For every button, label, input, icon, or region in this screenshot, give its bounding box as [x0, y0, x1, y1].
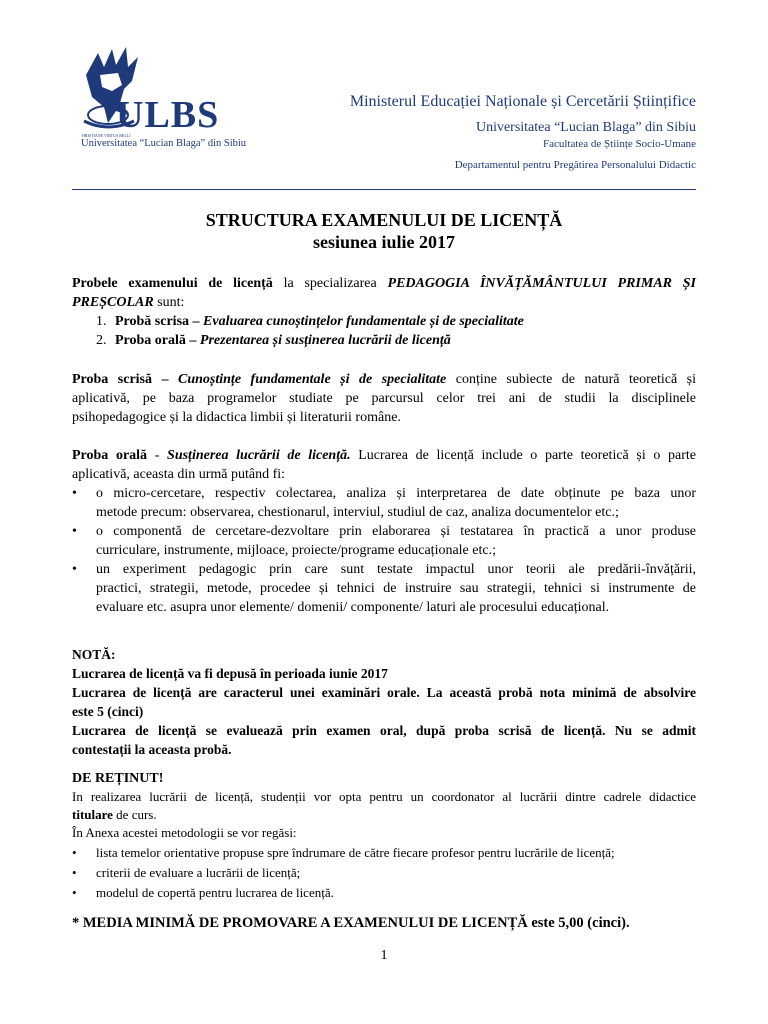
- intro-paragraph: [72, 274, 696, 350]
- bullet-icon: •: [72, 885, 77, 900]
- oral-line: aplicativă, aceasta din urmă putând fi:: [72, 467, 286, 482]
- retinut-heading: DE REȚINUT!: [72, 771, 164, 786]
- specialization-name-1: PEDAGOGIA ÎNVĂȚĂMÂNTULUI PRIMAR ȘI: [387, 276, 697, 291]
- nota-section: [72, 645, 696, 759]
- retinut-section: [72, 770, 696, 902]
- oral-line: Lucrarea de licență include o parte teoretică și o parte: [350, 448, 697, 463]
- bullet-text: metode precum: observarea, chestionarul, interviul, studiul de caz, analiza documentelor etc.;: [96, 505, 619, 520]
- oral-dash: -: [147, 448, 168, 463]
- bullet-icon: •: [72, 865, 77, 880]
- written-line: conține subiecte de natură teoretică și: [446, 372, 697, 387]
- list-item: [72, 884, 696, 902]
- bullet-text: lista temelor orientative propuse spre îndrumare de către fiecare profesor pentru lucrările de licență;: [96, 845, 615, 860]
- oral-exam-paragraph: [72, 446, 696, 617]
- intro-mid: la specializarea: [272, 276, 388, 291]
- nota-heading: NOTĂ:: [72, 647, 116, 662]
- list-number: 1.: [96, 314, 107, 329]
- page-number: 1: [380, 948, 388, 963]
- nota-line: Lucrarea de licență are caracterul unei examinări orale. La această probă nota minimă de absolvire: [72, 685, 696, 700]
- list-number: 2.: [96, 333, 107, 348]
- document-title: STRUCTURA EXAMENULUI DE LICENȚĂ: [205, 210, 563, 230]
- bullet-text: evaluare etc. asupra unor elemente/ domenii/ componente/ laturi ale procesului educațional.: [96, 600, 610, 615]
- written-exam-paragraph: [72, 370, 696, 427]
- bullet-text: curriculare, instrumente, mijloace, proiecte/programe educaționale etc.;: [96, 543, 496, 558]
- list-item: [72, 560, 696, 617]
- written-label: Proba scrisă –: [72, 372, 169, 387]
- bullet-text: o componentă de cercetare-dezvoltare prin elaborarea și testatarea în practică a unor produse: [96, 524, 696, 539]
- list-item: [72, 484, 696, 522]
- bullet-text: criterii de evaluare a lucrării de licență;: [96, 865, 301, 880]
- department-name: Departamentul pentru Pregătirea Personalului Didactic: [454, 159, 696, 171]
- list-item: [72, 522, 696, 560]
- retinut-line: de curs.: [112, 807, 157, 822]
- item-label: Probă scrisa –: [115, 314, 200, 329]
- bullet-icon: •: [72, 524, 77, 539]
- bullet-icon: •: [72, 845, 77, 860]
- intro-tail: sunt:: [153, 295, 185, 310]
- bullet-text: o micro-cercetare, respectiv colectarea, analiza și interpretarea de date obținute pe baza unor: [96, 486, 696, 501]
- bullet-text: modelul de copertă pentru lucrarea de licență.: [96, 885, 334, 900]
- intro-lead: Probele examenului de licență: [72, 276, 273, 291]
- ministry-name: Ministerul Educației Naționale și Cercetării Științifice: [349, 93, 696, 110]
- written-line: psihopedagogice și la didactica limbii și literaturii române.: [72, 410, 401, 425]
- document-subtitle: sesiunea iulie 2017: [312, 232, 455, 252]
- list-item: [72, 331, 696, 350]
- bullet-icon: •: [72, 562, 77, 577]
- retinut-line: In realizarea lucrării de licență, studenții vor opta pentru un coordonator al lucrării dintre cadrele didactice: [72, 789, 696, 804]
- retinut-bold-word: titulare: [72, 807, 113, 822]
- list-item: [72, 312, 696, 331]
- specialization-name-2: PREȘCOLAR: [72, 295, 154, 310]
- university-name: Universitatea “Lucian Blaga” din Sibiu: [475, 120, 696, 135]
- bullet-text: un experiment pedagogic prin care sunt testate impactul unor teorii ale predării-învățării,: [96, 562, 696, 577]
- nota-line: contestații la aceasta probă.: [72, 742, 232, 757]
- item-label: Proba orală –: [115, 333, 197, 348]
- nota-line: este 5 (cinci): [72, 704, 144, 719]
- nota-line: Lucrarea de licență se evaluează prin examen oral, după proba scrisă de licență. Nu se admit: [72, 723, 696, 738]
- logo-text: ULBS: [116, 94, 220, 136]
- logo-caption: Universitatea “Lucian Blaga” din Sibiu: [81, 138, 247, 149]
- ulbs-logo: [78, 45, 278, 155]
- written-title: Cunoștințe fundamentale și de specialitate: [168, 372, 447, 387]
- written-line: aplicativă, pe baza programelor studiate pe parcursul celor trei ani de studii la disciplinele: [72, 391, 696, 406]
- minimum-grade-note: * MEDIA MINIMĂ DE PROMOVARE A EXAMENULUI DE LICENȚĂ este 5,00 (cinci).: [72, 915, 630, 931]
- header-divider: [72, 189, 696, 190]
- faculty-name: Facultatea de Științe Socio-Umane: [542, 138, 696, 150]
- list-item: [72, 864, 696, 882]
- bullet-text: practici, strategii, metode, procedee și tehnici de instruire sau strategii, tehnici si instrumente de: [96, 581, 696, 596]
- item-title: Prezentarea și susținerea lucrării de licență: [196, 333, 451, 348]
- logo-ribbon: HRISTIANE VIRTUS BELLI: [82, 133, 131, 138]
- bullet-icon: •: [72, 486, 77, 501]
- oral-title: Susținerea lucrării de licență.: [167, 448, 351, 463]
- retinut-line: În Anexa acestei metodologii se vor regăsi:: [72, 825, 297, 840]
- oral-label: Proba orală: [72, 448, 148, 463]
- nota-line: Lucrarea de licență va fi depusă în perioada iunie 2017: [72, 666, 388, 681]
- item-title: Evaluarea cunoștințelor fundamentale și de specialitate: [199, 314, 524, 329]
- list-item: [72, 844, 696, 862]
